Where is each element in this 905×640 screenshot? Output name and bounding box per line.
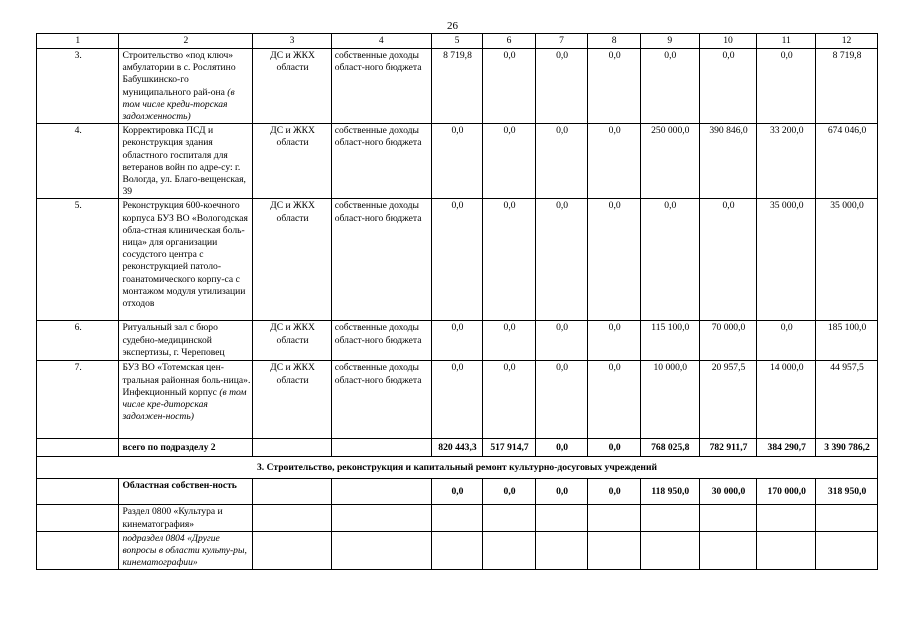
empty-cell — [331, 439, 431, 457]
value-cell: 0,0 — [588, 321, 641, 361]
value-cell: 0,0 — [535, 199, 588, 321]
value-cell: 0,0 — [535, 479, 588, 505]
empty-cell — [483, 505, 536, 531]
funding-source: собственные доходы област-ного бюджета — [331, 361, 431, 439]
value-cell: 517 914,7 — [483, 439, 536, 457]
empty-cell — [331, 505, 431, 531]
empty-cell — [588, 531, 641, 570]
empty-cell — [253, 479, 331, 505]
column-number-row — [37, 34, 878, 49]
value-cell: 674 046,0 — [816, 124, 878, 199]
customer: ДС и ЖКХ области — [253, 199, 331, 321]
object-name: Корректировка ПСД и реконструкция здания областного госпиталя для ветеранов войн по адре-су: г. Вологда, ул. Благо-вещенская, 39 — [119, 124, 253, 199]
table-row — [37, 361, 878, 439]
value-cell: 44 957,5 — [816, 361, 878, 439]
empty-cell — [431, 531, 483, 570]
value-cell: 768 025,8 — [640, 439, 699, 457]
value-cell: 820 443,3 — [431, 439, 483, 457]
empty-cell — [535, 531, 588, 570]
object-name: БУЗ ВО «Тотемская цен-тральная районная боль-ница». Инфекционный корпус (в том числе кре-диторская задолжен-ность) — [119, 361, 253, 439]
value-cell: 384 290,7 — [757, 439, 816, 457]
value-cell: 318 950,0 — [816, 479, 878, 505]
value-cell: 250 000,0 — [640, 124, 699, 199]
subchapter-label: подраздел 0804 «Другие вопросы в области культу-ры, кинематографии» — [119, 531, 253, 570]
value-cell: 115 100,0 — [640, 321, 699, 361]
value-cell: 185 100,0 — [816, 321, 878, 361]
row-number: 7. — [37, 361, 119, 439]
value-cell: 0,0 — [535, 124, 588, 199]
value-cell: 70 000,0 — [699, 321, 757, 361]
value-cell: 0,0 — [431, 479, 483, 505]
section-row — [37, 457, 878, 479]
column-number: 1 — [37, 34, 119, 49]
empty-cell — [816, 531, 878, 570]
object-note: (в том числе кре-диторская задолжен-ность) — [122, 386, 247, 423]
customer: ДС и ЖКХ области — [253, 49, 331, 124]
empty-cell — [699, 505, 757, 531]
empty-cell — [431, 505, 483, 531]
value-cell: 0,0 — [588, 479, 641, 505]
ownership-row — [37, 479, 878, 505]
column-number: 12 — [816, 34, 878, 49]
empty-cell — [588, 505, 641, 531]
chapter-row — [37, 505, 878, 531]
empty-cell — [816, 505, 878, 531]
ownership-label: Областная собствен-ность — [119, 479, 253, 505]
column-number: 3 — [253, 34, 331, 49]
value-cell: 35 000,0 — [757, 199, 816, 321]
value-cell: 0,0 — [431, 199, 483, 321]
object-note: (в том числе креди-торская задолженность) — [122, 86, 235, 123]
object-name: Ритуальный зал с бюро судебно-медицинской экспертизы, г. Череповец — [119, 321, 253, 361]
value-cell: 20 957,5 — [699, 361, 757, 439]
subtotal-label: всего по подразделу 2 — [119, 439, 253, 457]
value-cell: 0,0 — [640, 49, 699, 124]
empty-cell — [483, 531, 536, 570]
subtotal-row — [37, 439, 878, 457]
value-cell: 3 390 786,2 — [816, 439, 878, 457]
value-cell: 8 719,8 — [816, 49, 878, 124]
value-cell: 0,0 — [588, 49, 641, 124]
column-number: 8 — [588, 34, 641, 49]
customer: ДС и ЖКХ области — [253, 124, 331, 199]
customer: ДС и ЖКХ области — [253, 321, 331, 361]
empty-cell — [37, 439, 119, 457]
funding-source: собственные доходы област-ного бюджета — [331, 321, 431, 361]
funding-source: собственные доходы област-ного бюджета — [331, 49, 431, 124]
row-number: 5. — [37, 199, 119, 321]
budget-table — [36, 33, 878, 570]
value-cell: 782 911,7 — [699, 439, 757, 457]
row-number: 6. — [37, 321, 119, 361]
value-cell: 0,0 — [699, 49, 757, 124]
value-cell: 14 000,0 — [757, 361, 816, 439]
value-cell: 0,0 — [757, 49, 816, 124]
value-cell: 0,0 — [588, 439, 641, 457]
value-cell: 0,0 — [588, 361, 641, 439]
funding-source: собственные доходы област-ного бюджета — [331, 124, 431, 199]
column-number: 4 — [331, 34, 431, 49]
value-cell: 0,0 — [483, 199, 536, 321]
value-cell: 0,0 — [431, 321, 483, 361]
value-cell: 170 000,0 — [757, 479, 816, 505]
subchapter-row — [37, 531, 878, 570]
value-cell: 0,0 — [431, 361, 483, 439]
empty-cell — [640, 505, 699, 531]
column-number: 9 — [640, 34, 699, 49]
value-cell: 0,0 — [483, 124, 536, 199]
table-row — [37, 199, 878, 321]
empty-cell — [253, 505, 331, 531]
empty-cell — [331, 531, 431, 570]
value-cell: 390 846,0 — [699, 124, 757, 199]
row-number: 4. — [37, 124, 119, 199]
empty-cell — [640, 531, 699, 570]
value-cell: 30 000,0 — [699, 479, 757, 505]
column-number: 7 — [535, 34, 588, 49]
value-cell: 0,0 — [431, 124, 483, 199]
value-cell: 0,0 — [535, 321, 588, 361]
row-number: 3. — [37, 49, 119, 124]
table-row — [37, 124, 878, 199]
empty-cell — [37, 531, 119, 570]
customer: ДС и ЖКХ области — [253, 361, 331, 439]
object-name: Строительство «под ключ» амбулатории в с. Рослятино Бабушкинско-го муниципального рай-она (в том числе креди-торская задолженность) — [119, 49, 253, 124]
empty-cell — [699, 531, 757, 570]
value-cell: 0,0 — [535, 439, 588, 457]
funding-source: собственные доходы област-ного бюджета — [331, 199, 431, 321]
empty-cell — [757, 505, 816, 531]
empty-cell — [331, 479, 431, 505]
empty-cell — [253, 531, 331, 570]
page-number: 26 — [447, 20, 458, 32]
chapter-label: Раздел 0800 «Культура и кинематография» — [119, 505, 253, 531]
value-cell: 118 950,0 — [640, 479, 699, 505]
empty-cell — [757, 531, 816, 570]
value-cell: 33 200,0 — [757, 124, 816, 199]
column-number: 11 — [757, 34, 816, 49]
value-cell: 0,0 — [483, 49, 536, 124]
value-cell: 0,0 — [588, 124, 641, 199]
value-cell: 0,0 — [483, 361, 536, 439]
value-cell: 0,0 — [699, 199, 757, 321]
empty-cell — [37, 479, 119, 505]
value-cell: 0,0 — [535, 49, 588, 124]
column-number: 10 — [699, 34, 757, 49]
empty-cell — [535, 505, 588, 531]
column-number: 5 — [431, 34, 483, 49]
value-cell: 0,0 — [757, 321, 816, 361]
value-cell: 0,0 — [588, 199, 641, 321]
column-number: 2 — [119, 34, 253, 49]
value-cell: 0,0 — [483, 321, 536, 361]
empty-cell — [37, 505, 119, 531]
value-cell: 0,0 — [483, 479, 536, 505]
section-title: 3. Строительство, реконструкция и капитальный ремонт культурно-досуговых учреждений — [37, 457, 878, 479]
value-cell: 8 719,8 — [431, 49, 483, 124]
column-number: 6 — [483, 34, 536, 49]
table-row — [37, 49, 878, 124]
value-cell: 0,0 — [535, 361, 588, 439]
object-name: Реконструкция 600-коечного корпуса БУЗ ВО «Вологодская обла-стная клиническая боль-ница» для организации сосудстого центра с реконструкцией патоло-гоанатомического корпу-са с монтажом модуля утилизации отходов — [119, 199, 253, 321]
value-cell: 35 000,0 — [816, 199, 878, 321]
value-cell: 10 000,0 — [640, 361, 699, 439]
table-row — [37, 321, 878, 361]
value-cell: 0,0 — [640, 199, 699, 321]
empty-cell — [253, 439, 331, 457]
